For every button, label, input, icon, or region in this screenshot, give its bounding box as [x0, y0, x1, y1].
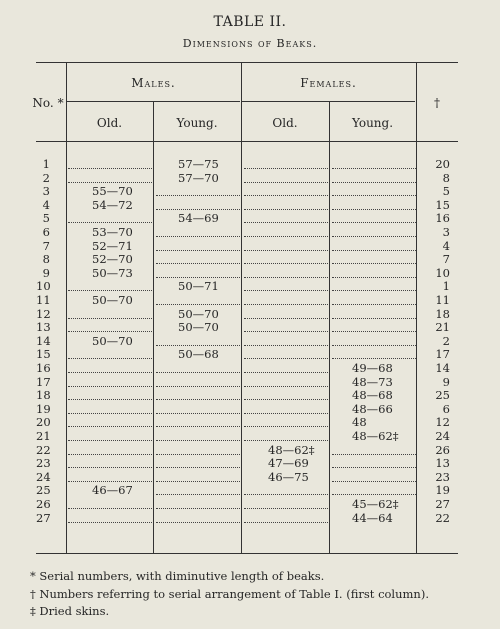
row-number: 3 [42, 184, 50, 199]
empty-cell-dots [332, 304, 416, 305]
table-i-reference: 25 [435, 388, 450, 403]
table-i-reference: 2 [442, 333, 450, 348]
empty-cell-dots [68, 440, 152, 441]
empty-cell-dots [244, 222, 328, 223]
range-male-old: 53—70 [92, 225, 133, 239]
empty-cell-dots [156, 399, 240, 400]
empty-cell-dots [156, 467, 240, 468]
empty-cell-dots [156, 345, 240, 346]
empty-cell-dots [332, 345, 416, 346]
table-i-reference: 23 [435, 469, 450, 484]
range-male-young: 57—70 [178, 170, 219, 185]
row-number: 16 [36, 361, 51, 375]
footnote-3: ‡ Dried skins. [30, 604, 110, 618]
empty-cell-dots [244, 236, 328, 237]
range-male-old: 50—70 [92, 333, 133, 348]
empty-cell-dots [244, 290, 328, 291]
empty-cell-dots [332, 209, 416, 210]
row-number: 27 [36, 510, 51, 525]
range-male-old: 55—70 [92, 184, 133, 199]
empty-cell-dots [244, 494, 328, 495]
empty-cell-dots [244, 168, 328, 169]
footnote-2: † Numbers referring to serial arrangement of Table I. (first column). [30, 587, 429, 601]
table-row [36, 457, 458, 469]
empty-cell-dots [68, 331, 152, 332]
row-number: 14 [36, 333, 51, 348]
empty-cell-dots [68, 318, 152, 319]
range-female-young: 49—68 [352, 361, 393, 375]
row-number: 25 [36, 483, 51, 498]
empty-cell-dots [244, 195, 328, 196]
header-female-old: Old. [272, 116, 298, 130]
empty-cell-dots [156, 386, 240, 387]
table-i-reference: 26 [435, 442, 450, 457]
table-i-reference: 16 [435, 211, 450, 226]
empty-cell-dots [244, 426, 328, 427]
row-number: 24 [36, 469, 51, 484]
range-male-young: 57—75 [178, 157, 219, 171]
row-number: 5 [42, 211, 50, 226]
empty-cell-dots [156, 508, 240, 509]
header-no: No. * [32, 96, 64, 110]
table-row [36, 362, 458, 374]
header-males: Males. [131, 76, 176, 90]
empty-cell-dots [332, 467, 416, 468]
header-females: Females. [300, 76, 357, 90]
table-i-reference: 3 [442, 225, 450, 239]
table-i-reference: 17 [435, 347, 450, 362]
range-male-old: 52—70 [92, 252, 133, 267]
empty-cell-dots [156, 304, 240, 305]
table-i-reference: 6 [442, 401, 450, 416]
empty-cell-dots [244, 345, 328, 346]
empty-cell-dots [68, 426, 152, 427]
table-i-reference: 27 [435, 497, 450, 511]
empty-cell-dots [332, 331, 416, 332]
range-male-old: 50—73 [92, 265, 133, 280]
empty-cell-dots [244, 399, 328, 400]
range-male-young: 50—70 [178, 320, 219, 335]
empty-cell-dots [332, 318, 416, 319]
empty-cell-dots [156, 481, 240, 482]
table-row [36, 267, 458, 279]
row-number: 20 [36, 415, 51, 430]
row-number: 9 [42, 265, 50, 280]
empty-cell-dots [68, 290, 152, 291]
row-number: 1 [42, 157, 50, 171]
table-i-reference: 21 [435, 320, 450, 335]
table-row [36, 335, 458, 347]
range-female-old: 47—69 [268, 456, 309, 471]
empty-cell-dots [68, 372, 152, 373]
empty-cell-dots [332, 195, 416, 196]
empty-cell-dots [244, 440, 328, 441]
table-row [36, 199, 458, 211]
table-row [36, 348, 458, 360]
empty-cell-dots [332, 168, 416, 169]
row-number: 17 [36, 374, 51, 389]
empty-cell-dots [68, 522, 152, 523]
range-female-old: 48—62‡ [268, 442, 315, 457]
range-female-young: 48—66 [352, 401, 393, 416]
header-male-young: Young. [176, 116, 218, 130]
empty-cell-dots [244, 304, 328, 305]
table-row [36, 416, 458, 428]
empty-cell-dots [68, 481, 152, 482]
empty-cell-dots [244, 413, 328, 414]
empty-cell-dots [156, 454, 240, 455]
empty-cell-dots [244, 358, 328, 359]
range-male-young: 54—69 [178, 211, 219, 226]
range-female-young: 48 [352, 415, 367, 430]
empty-cell-dots [244, 277, 328, 278]
empty-cell-dots [156, 277, 240, 278]
table-i-reference: 7 [442, 252, 450, 267]
empty-cell-dots [156, 440, 240, 441]
row-number: 22 [36, 442, 51, 457]
empty-cell-dots [68, 508, 152, 509]
empty-cell-dots [156, 426, 240, 427]
empty-cell-dots [244, 508, 328, 509]
table-i-reference: 15 [435, 197, 450, 212]
empty-cell-dots [244, 250, 328, 251]
table-row [36, 512, 458, 524]
empty-cell-dots [156, 372, 240, 373]
empty-cell-dots [332, 494, 416, 495]
table-title: TABLE II. [213, 14, 287, 30]
empty-cell-dots [332, 222, 416, 223]
range-female-young: 48—73 [352, 374, 393, 389]
range-female-young: 44—64 [352, 510, 393, 525]
table-i-reference: 20 [435, 157, 450, 171]
table-i-reference: 22 [435, 510, 450, 525]
row-number: 7 [42, 238, 50, 253]
row-number: 18 [36, 388, 51, 403]
table-row [36, 403, 458, 415]
range-male-old: 52—71 [92, 238, 133, 253]
table-i-reference: 8 [442, 170, 450, 185]
table-row [36, 172, 458, 184]
range-female-young: 48—62‡ [352, 429, 399, 443]
empty-cell-dots [332, 454, 416, 455]
table-row [36, 308, 458, 320]
row-number: 10 [36, 279, 51, 294]
row-number: 6 [42, 225, 50, 239]
header-bottom-rule [36, 141, 458, 142]
empty-cell-dots [244, 263, 328, 264]
empty-cell-dots [156, 209, 240, 210]
table-row [36, 253, 458, 265]
empty-cell-dots [68, 467, 152, 468]
row-number: 15 [36, 347, 51, 362]
top-rule [36, 62, 458, 63]
table-i-reference: 5 [442, 184, 450, 199]
row-number: 21 [36, 429, 51, 443]
empty-cell-dots [156, 413, 240, 414]
row-number: 19 [36, 401, 51, 416]
empty-cell-dots [156, 195, 240, 196]
table-i-reference: 24 [435, 429, 450, 443]
table-row [36, 185, 458, 197]
table-subtitle: Dimensions of Beaks. [182, 37, 318, 50]
empty-cell-dots [68, 182, 152, 183]
footnote-1: * Serial numbers, with diminutive length of beaks. [30, 569, 325, 583]
table-row [36, 158, 458, 170]
empty-cell-dots [156, 522, 240, 523]
table-row [36, 389, 458, 401]
table-i-reference: 13 [435, 456, 450, 471]
empty-cell-dots [156, 494, 240, 495]
empty-cell-dots [68, 399, 152, 400]
empty-cell-dots [68, 358, 152, 359]
empty-cell-dots [156, 263, 240, 264]
table-i-reference: 18 [435, 306, 450, 321]
table-row [36, 294, 458, 306]
table-row [36, 321, 458, 333]
empty-cell-dots [332, 263, 416, 264]
table-row [36, 430, 458, 442]
empty-cell-dots [332, 290, 416, 291]
range-female-old: 46—75 [268, 469, 309, 484]
range-female-young: 48—68 [352, 388, 393, 403]
table-bottom-rule [36, 553, 458, 554]
row-number: 8 [42, 252, 50, 267]
females-subrule [241, 101, 415, 102]
table-row [36, 376, 458, 388]
empty-cell-dots [244, 522, 328, 523]
empty-cell-dots [68, 454, 152, 455]
table-row [36, 471, 458, 483]
empty-cell-dots [332, 182, 416, 183]
empty-cell-dots [244, 209, 328, 210]
row-number: 11 [36, 293, 51, 307]
table-row [36, 444, 458, 456]
header-dagger: † [434, 96, 440, 110]
range-male-old: 54—72 [92, 197, 133, 212]
empty-cell-dots [68, 222, 152, 223]
range-male-young: 50—70 [178, 306, 219, 321]
table-i-reference: 9 [442, 374, 450, 389]
empty-cell-dots [244, 386, 328, 387]
table-row [36, 484, 458, 496]
table-row [36, 212, 458, 224]
empty-cell-dots [332, 277, 416, 278]
empty-cell-dots [332, 250, 416, 251]
row-number: 2 [42, 170, 50, 185]
table-i-reference: 4 [442, 238, 450, 253]
row-number: 13 [36, 320, 51, 335]
empty-cell-dots [244, 318, 328, 319]
row-number: 4 [42, 197, 50, 212]
empty-cell-dots [68, 413, 152, 414]
range-male-old: 50—70 [92, 293, 133, 307]
empty-cell-dots [68, 168, 152, 169]
empty-cell-dots [68, 386, 152, 387]
empty-cell-dots [156, 236, 240, 237]
table-row [36, 498, 458, 510]
table-i-reference: 1 [442, 279, 450, 294]
table-row [36, 280, 458, 292]
empty-cell-dots [332, 236, 416, 237]
empty-cell-dots [332, 481, 416, 482]
empty-cell-dots [156, 250, 240, 251]
table-i-reference: 14 [435, 361, 450, 375]
empty-cell-dots [244, 372, 328, 373]
header-male-old: Old. [96, 116, 123, 130]
empty-cell-dots [332, 358, 416, 359]
range-female-young: 45—62‡ [352, 497, 399, 511]
row-number: 12 [36, 306, 51, 321]
header-female-young: Young. [351, 116, 394, 130]
table-row [36, 226, 458, 238]
range-male-young: 50—68 [178, 347, 219, 362]
table-i-reference: 12 [435, 415, 450, 430]
range-male-young: 50—71 [178, 279, 219, 294]
range-male-old: 46—67 [92, 483, 133, 498]
table-row [36, 240, 458, 252]
row-number: 23 [36, 456, 51, 471]
row-number: 26 [36, 497, 51, 511]
empty-cell-dots [244, 331, 328, 332]
table-i-reference: 19 [435, 483, 450, 498]
empty-cell-dots [244, 182, 328, 183]
table-i-reference: 11 [435, 293, 450, 307]
table-i-reference: 10 [435, 265, 450, 280]
